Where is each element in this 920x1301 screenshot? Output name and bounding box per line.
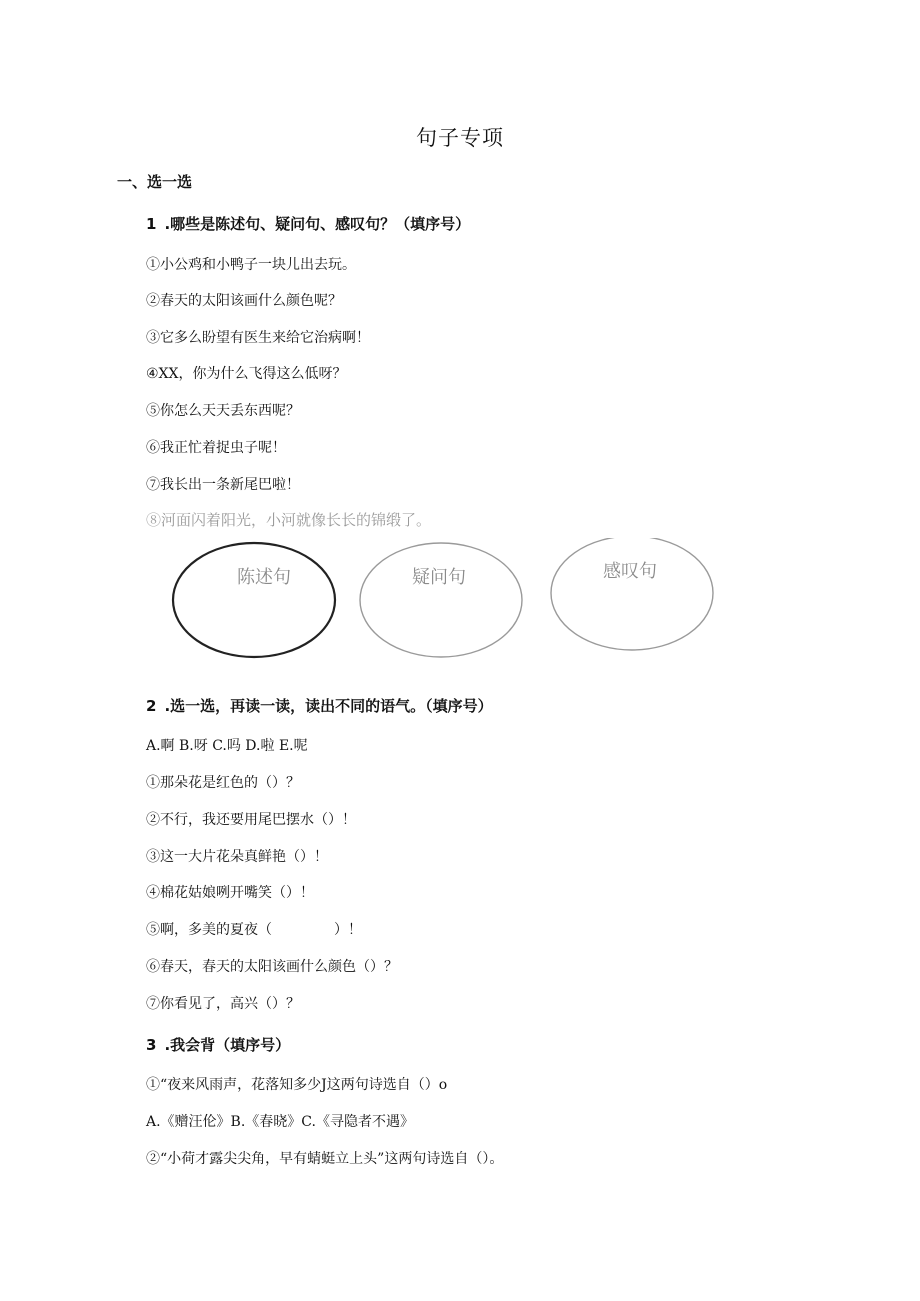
poem-question: ①“夜来风雨声，花落知多少J这两句诗选自（）o — [146, 1077, 448, 1093]
sentence-item: ①小公鸡和小鸭子一块儿出去玩。 — [146, 257, 356, 273]
fill-item — [146, 919, 362, 939]
sentence-item: ④XX，你为什么飞得这么低呀？ — [146, 366, 347, 382]
fill-item-right: ）！ — [334, 922, 362, 938]
fill-item: ①那朵花是红色的（）？ — [146, 775, 300, 791]
fill-item-left: ⑤啊，多美的夏夜（ — [146, 922, 272, 938]
fill-item: ⑥春天，春天的太阳该画什么颜色（）？ — [146, 959, 398, 975]
question-number: 1 — [146, 215, 157, 233]
question-text: .选一选，再读一读，读出不同的语气。（填序号） — [164, 697, 493, 715]
sentence-item: ③它多么盼望有医生来给它治病啊！ — [146, 330, 370, 346]
sentence-item: ⑧河面闪着阳光，小河就像长长的锦缎了。 — [146, 511, 432, 529]
question-text: .哪些是陈述句、疑问句、感叹句？（填序号） — [164, 215, 471, 233]
sentence-item: ⑤你怎么天天丢东西呢？ — [146, 403, 300, 419]
fill-item: ④棉花姑娘咧开嘴笑（）！ — [146, 885, 314, 901]
answer-options: A.《赠汪伦》B.《春晓》C.《寻隐者不遇》 — [146, 1114, 414, 1130]
page-title: 句子专项 — [416, 126, 504, 150]
sentence-item: ⑥我正忙着捉虫子呢！ — [146, 440, 286, 456]
oval-label: 感叹句 — [603, 561, 657, 582]
question-3-heading — [146, 1034, 290, 1055]
classification-ovals — [150, 538, 730, 668]
question-number: 2 — [146, 697, 157, 715]
question-number: 3 — [146, 1036, 157, 1054]
question-1-heading — [146, 213, 470, 234]
oval-label: 陈述句 — [237, 567, 291, 588]
fill-item: ⑦你看见了，高兴（）？ — [146, 996, 300, 1012]
fill-item: ③这一大片花朵真鲜艳（）！ — [146, 849, 328, 865]
question-2-heading — [146, 695, 493, 716]
ovals-graphic — [150, 538, 730, 668]
oval-interrogative — [360, 543, 522, 657]
question-text: .我会背（填序号） — [164, 1036, 291, 1054]
sentence-item: ②春天的太阳该画什么颜色呢？ — [146, 293, 342, 309]
poem-question: ②“小荷才露尖尖角，早有蜻蜓立上头”这两句诗选自（）。 — [146, 1151, 504, 1167]
answer-options: A.啊 B.呀 C.吗 D.啦 E.呢 — [146, 738, 308, 754]
section-heading: 一、选一选 — [117, 173, 193, 191]
sentence-item: ⑦我长出一条新尾巴啦！ — [146, 477, 300, 493]
fill-item: ②不行，我还要用尾巴摆水（）！ — [146, 812, 356, 828]
oval-declarative — [173, 543, 335, 657]
oval-exclamatory — [551, 538, 713, 650]
oval-label: 疑问句 — [412, 567, 466, 588]
